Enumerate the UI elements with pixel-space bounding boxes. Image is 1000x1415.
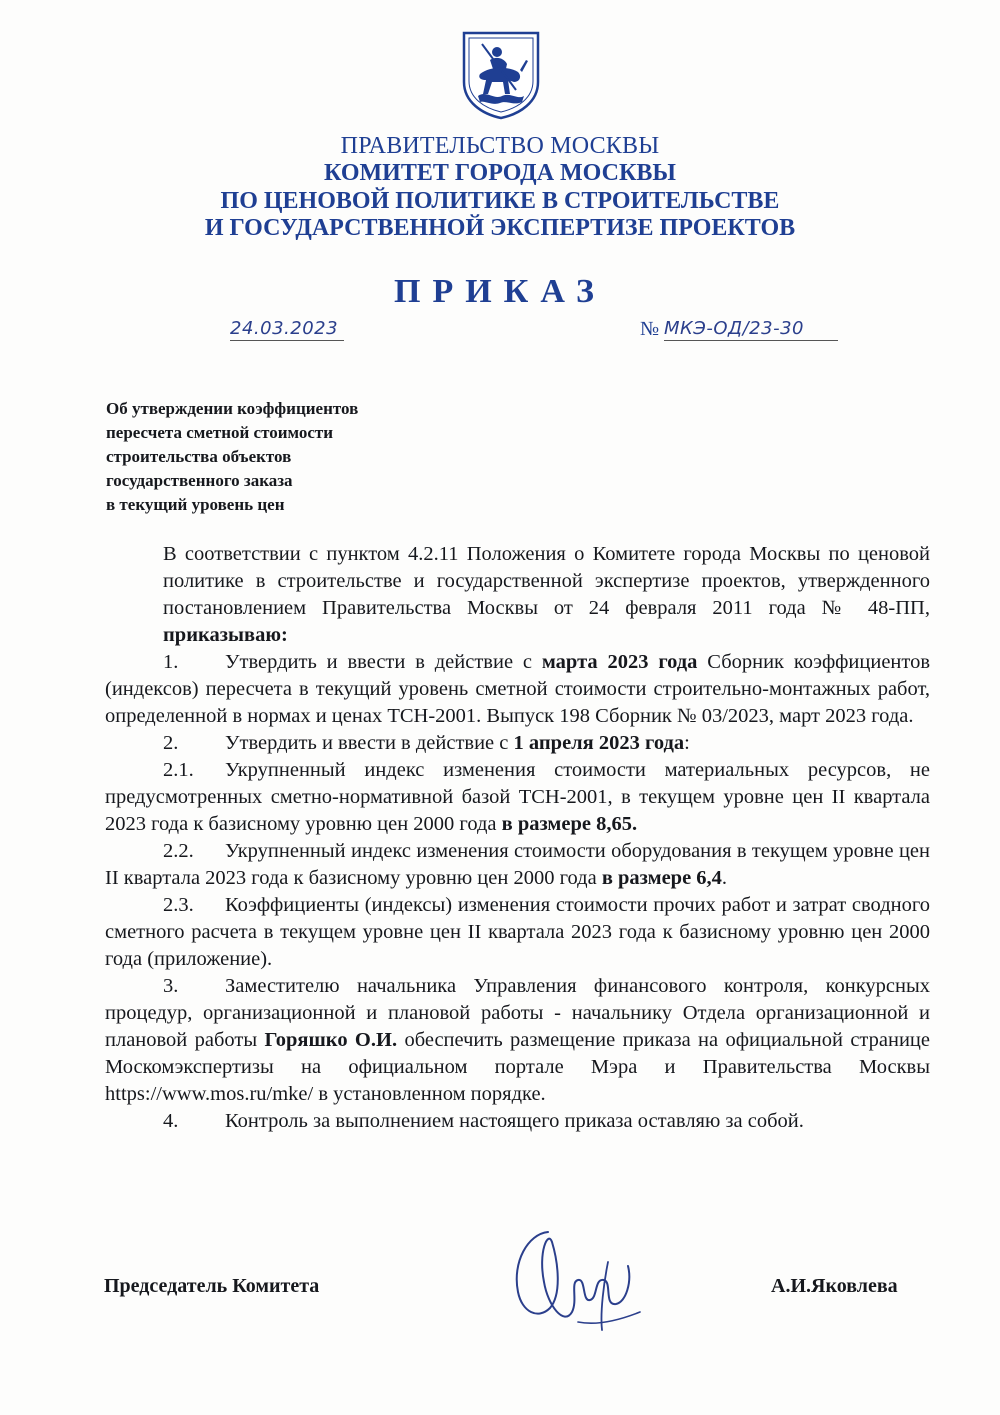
order-date: 24.03.2023 xyxy=(230,318,344,341)
order-subject xyxy=(106,397,436,517)
clause-1: 1. Утвердить и ввести в действие с марта 2023 года Сборник коэффициентов (индексов) пересчета в текущий уровень сметной стоимости строительно-монтажных работ, определенной в нормах и ценах ТСН-2001. Выпуск 198 Сборник № 03/2023, март 2023 года. xyxy=(105,651,931,727)
clause-number: 4. xyxy=(163,1110,179,1132)
order-title: ПРИКАЗ xyxy=(394,273,606,310)
subject-line: пересчета сметной стоимости xyxy=(106,423,334,442)
intro-bold: приказываю: xyxy=(163,624,288,646)
clause-4: 4. Контроль за выполнением настоящего приказа оставляю за собой. xyxy=(105,1108,930,1135)
signatory-title: Председатель Комитета xyxy=(104,1275,320,1297)
clause-number: 2.1. xyxy=(163,759,194,781)
clause-2-3: 2.3. Коэффициенты (индексы) изменения стоимости прочих работ и затрат сводного сметного расчета в текущем уровне цен II квартала 2023 года к базисному уровню цен 2000 года (приложение). xyxy=(105,894,930,970)
subject-line: в текущий уровень цен xyxy=(106,495,285,514)
committee-name-line2: ПО ЦЕНОВОЙ ПОЛИТИКЕ В СТРОИТЕЛЬСТВЕ xyxy=(220,188,780,214)
handwritten-signature xyxy=(508,1222,648,1334)
clause-2: 2. Утвердить и ввести в действие с 1 апреля 2023 года: xyxy=(105,730,930,757)
clause-number: 2.3. xyxy=(163,894,194,916)
order-number-prefix: № xyxy=(640,318,660,340)
order-body xyxy=(105,541,930,1135)
committee-name-line3: И ГОСУДАРСТВЕННОЙ ЭКСПЕРТИЗЕ ПРОЕКТОВ xyxy=(204,215,796,241)
government-name: ПРАВИТЕЛЬСТВО МОСКВЫ xyxy=(340,133,660,159)
order-number: МКЭ-ОД/23-30 xyxy=(664,318,838,341)
subject-line: строительства объектов xyxy=(106,447,292,466)
signatory-name: А.И.Яковлева xyxy=(771,1275,898,1297)
clause-number: 1. xyxy=(163,651,179,673)
intro-paragraph: В соответствии с пунктом 4.2.11 Положения о Комитете города Москвы по ценовой политике в строительстве и государственной экспертизе проектов, утвержденного постановлением Правительства Москвы от 24 февраля 2011 года № 48-ПП, приказываю: xyxy=(163,543,930,646)
committee-name-line1: КОМИТЕТ ГОРОДА МОСКВЫ xyxy=(324,160,676,186)
clause-2-1: 2.1. Укрупненный индекс изменения стоимости материальных ресурсов, не предусмотренных сметно-нормативной базой ТСН-2001, в текущем уровне цен II квартала 2023 года к базисному уровню цен 2000 года в размере 8,65. xyxy=(105,759,930,835)
clause-number: 2. xyxy=(163,732,179,754)
clause-2-2: 2.2. Укрупненный индекс изменения стоимости оборудования в текущем уровне цен II квартала 2023 года к базисному уровню цен 2000 года в размере 6,4. xyxy=(105,840,930,889)
moscow-coat-of-arms-icon xyxy=(460,30,542,120)
subject-line: государственного заказа xyxy=(106,471,293,490)
clause-3: 3. Заместителю начальника Управления финансового контроля, конкурсных процедур, организационной и плановой работы - начальнику Отдела организационной и плановой работы Горяшко О.И. обеспечить размещение приказа на официальной странице Москомэкспертизы на официальном портале Мэра и Правительства Москвы https://www.mos.ru/mke/ в установленном порядке. xyxy=(105,975,930,1105)
subject-line: Об утверждении коэффициентов xyxy=(106,399,359,418)
clause-number: 3. xyxy=(163,975,179,997)
clause-number: 2.2. xyxy=(163,840,194,862)
